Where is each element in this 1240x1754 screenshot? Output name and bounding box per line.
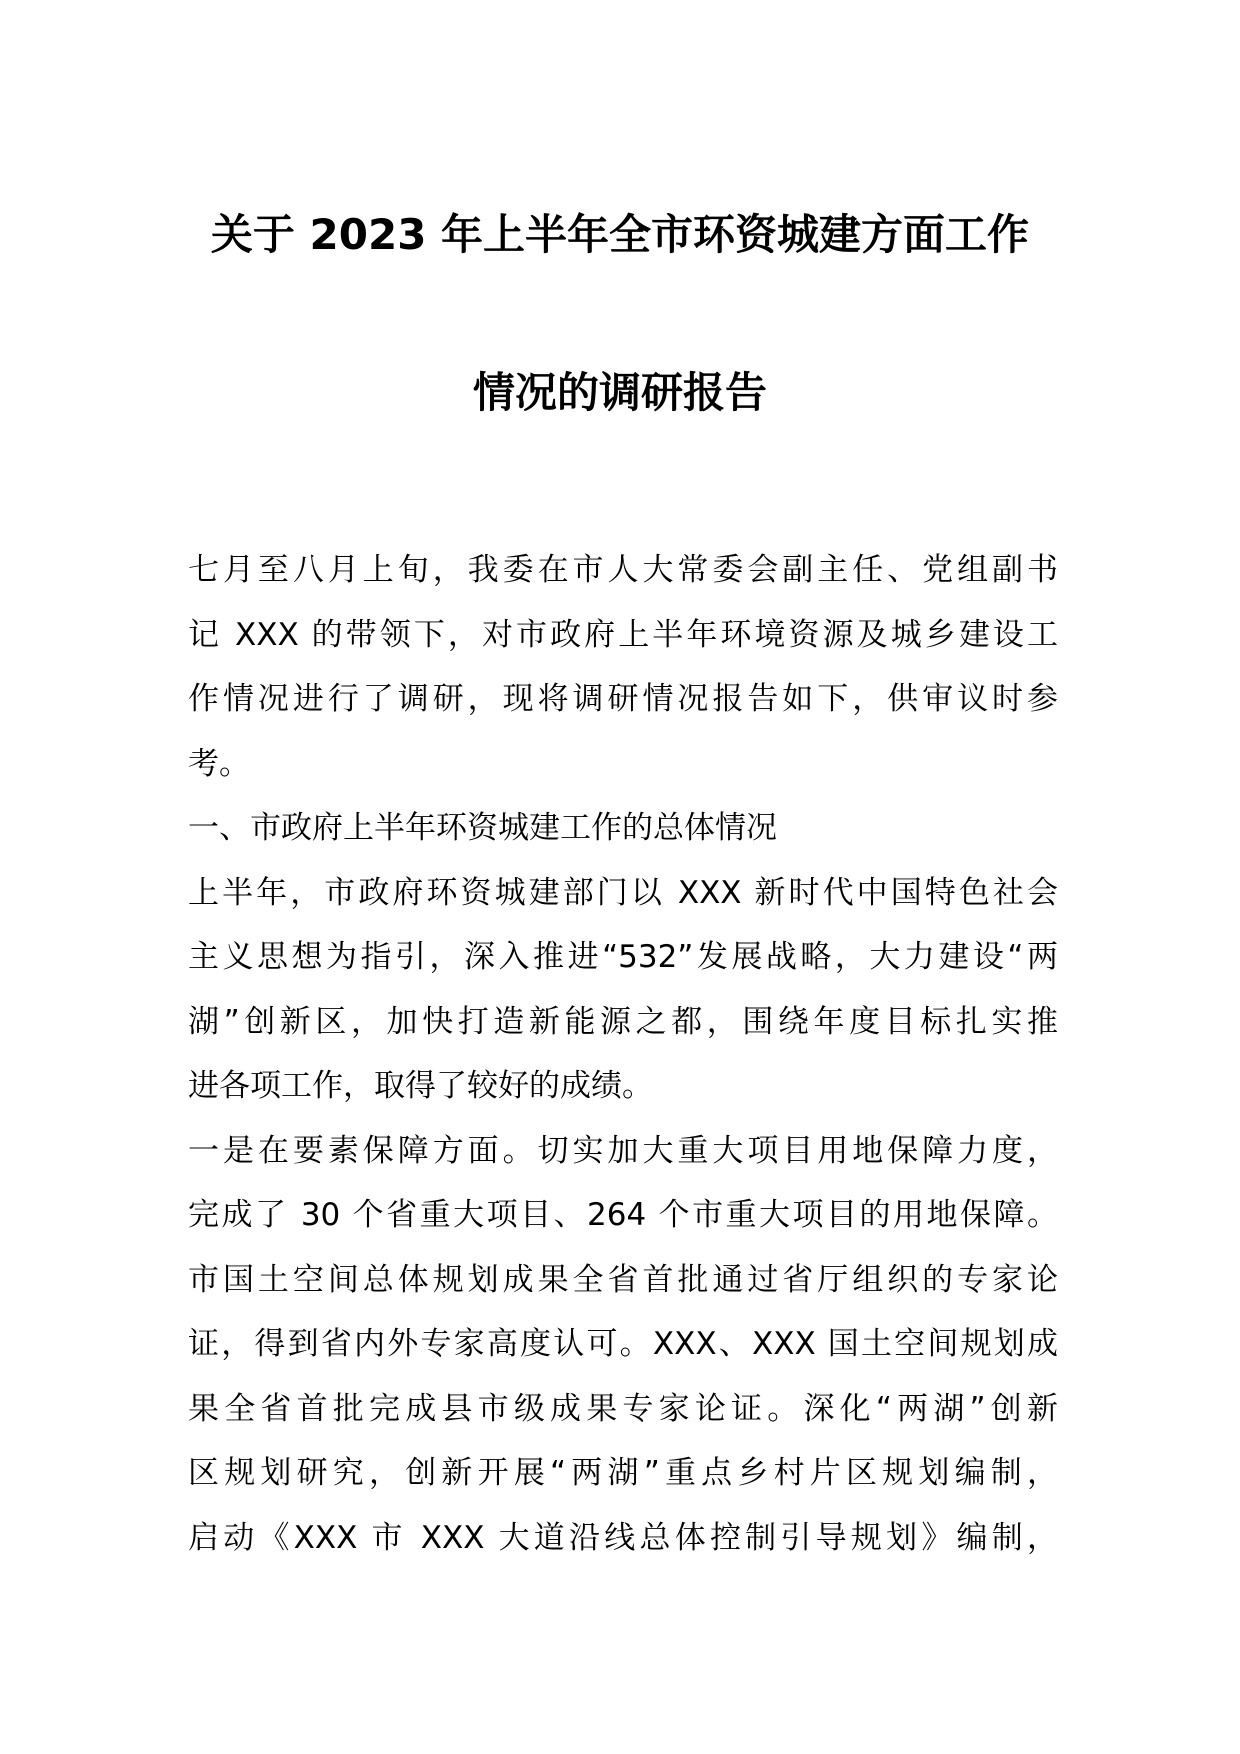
- body-line: 市国土空间总体规划成果全省首批通过省厅组织的专家论: [188, 1261, 1058, 1298]
- body-line: 作情况进行了调研，现将调研情况报告如下，供审议时参: [188, 681, 1058, 717]
- section-heading: 一、市政府上半年环资城建工作的总体情况: [188, 810, 777, 846]
- body-line: 一是在要素保障方面。切实加大重大项目用地保障力度，: [188, 1132, 1058, 1169]
- document-title-line-1: 关于 2023 年上半年全市环资城建方面工作: [210, 210, 1030, 259]
- body-line: 完成了 30 个省重大项目、264 个市重大项目的用地保障。: [188, 1197, 1058, 1233]
- body-line: 上半年，市政府环资城建部门以 XXX 新时代中国特色社会: [188, 874, 1058, 911]
- body-line: 七月至八月上旬，我委在市人大常委会副主任、党组副书: [188, 552, 1058, 588]
- body-line: 启动《XXX 市 XXX 大道沿线总体控制引导规划》编制，: [188, 1519, 1058, 1556]
- body-line: 主义思想为指引，深入推进“532”发展战略，大力建设“两: [188, 939, 1058, 975]
- body-line: 湖”创新区，加快打造新能源之都，围绕年度目标扎实推: [188, 1003, 1058, 1040]
- body-line: 进各项工作，取得了较好的成绩。: [188, 1068, 653, 1104]
- body-line: 记 XXX 的带领下，对市政府上半年环境资源及城乡建设工: [188, 616, 1058, 653]
- document-body: [188, 538, 1058, 1570]
- body-line: 考。: [188, 745, 250, 782]
- body-line: 区规划研究，创新开展“两湖”重点乡村片区规划编制，: [188, 1455, 1058, 1491]
- body-line: 果全省首批完成县市级成果专家论证。深化“两湖”创新: [188, 1390, 1058, 1427]
- body-line: 证，得到省内外专家高度认可。XXX、XXX 国土空间规划成: [188, 1326, 1058, 1362]
- document-title-line-2: 情况的调研报告: [472, 368, 767, 417]
